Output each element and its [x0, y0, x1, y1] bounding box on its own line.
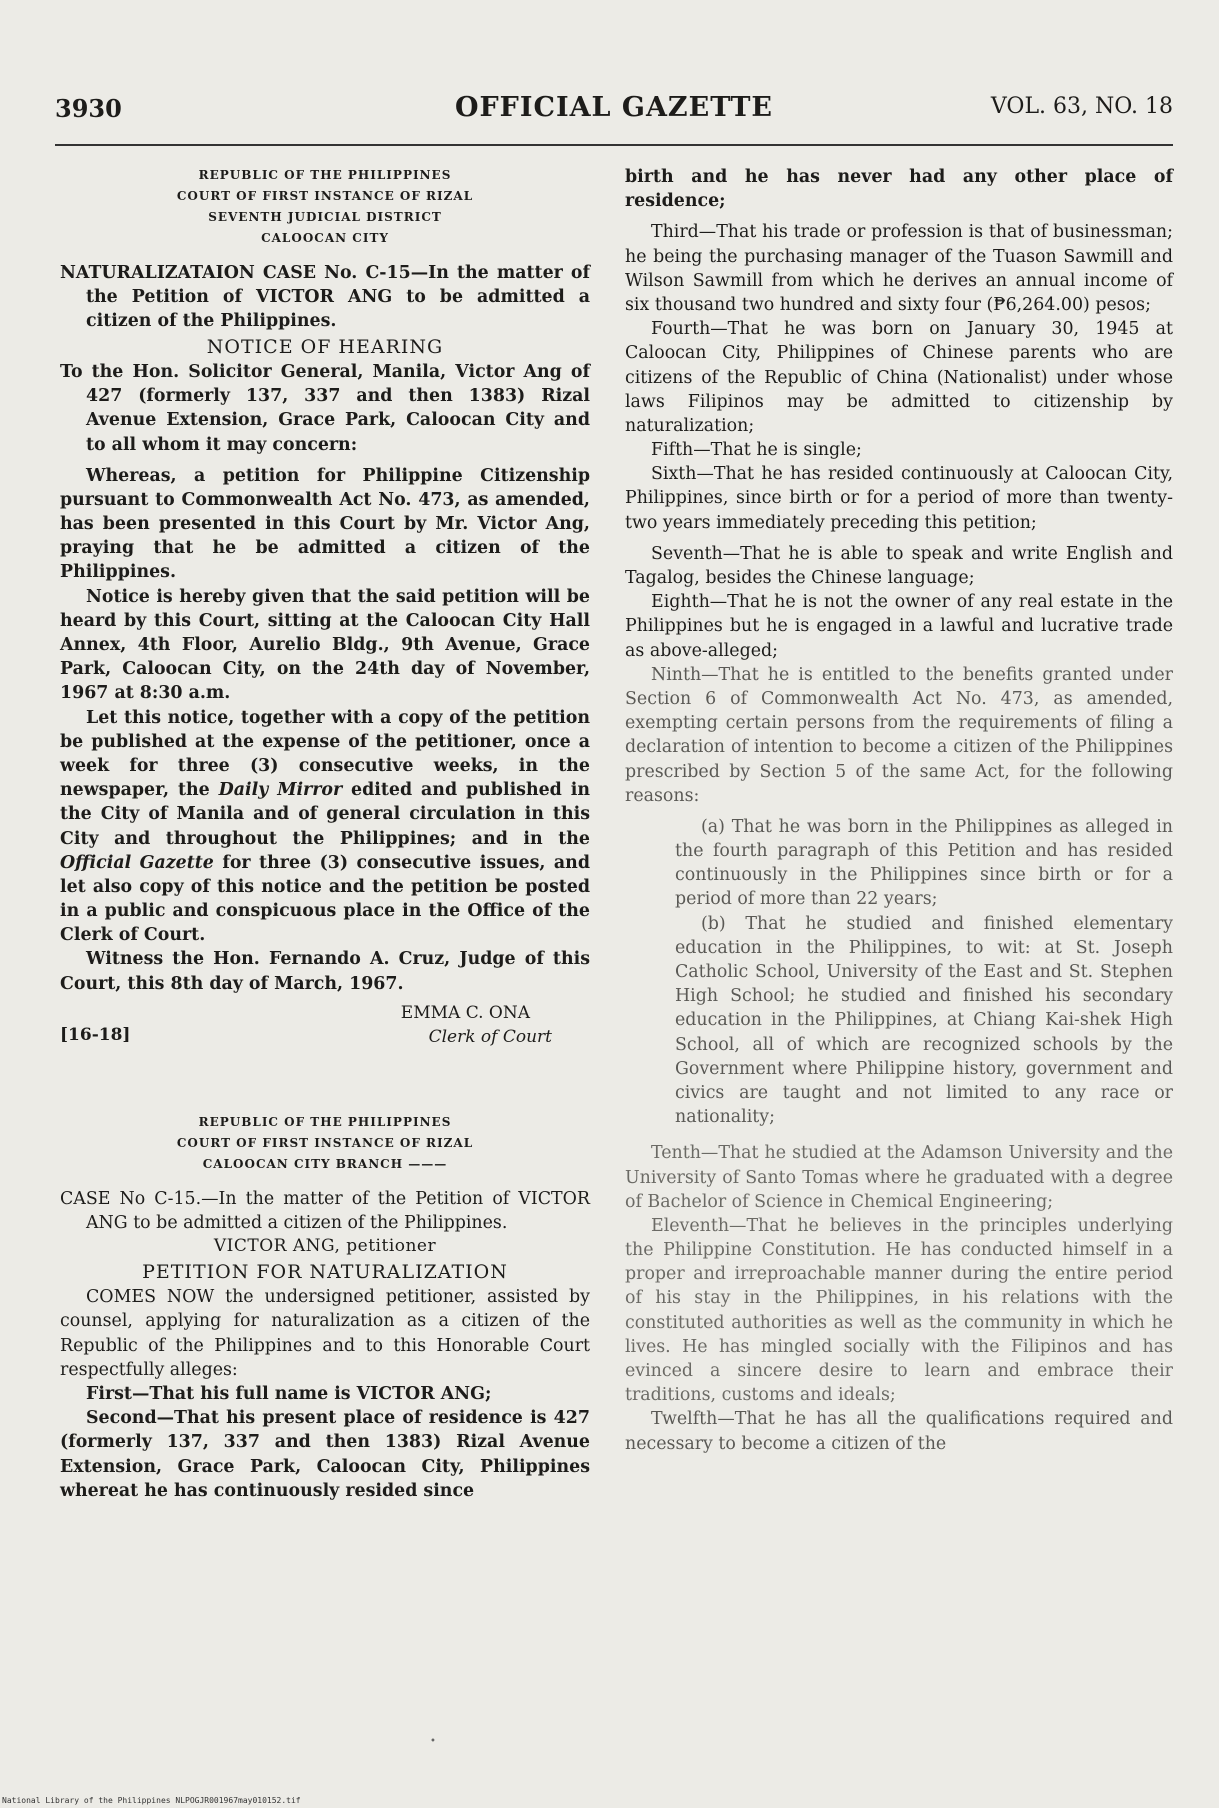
notice-signature-block [60, 1002, 590, 1060]
petition-court-heading [60, 1112, 590, 1175]
court-line: REPUBLIC OF THE PHILIPPINES [198, 168, 452, 182]
petition-ninth-b: (b) That he studied and finished elementary education in the Philippines, to wit: at St. Joseph Catholic School, University of the East and St. Stephen High School; he studied and finished his secondary education in the Philippines, at Chiang Kai-shek High School, all of which are recognized schools by the Government where Philippine history, government and civics are taught and not limited to any race or nationality; [675, 913, 1173, 1128]
petition-third: Third—That his trade or profession is that of businessman; he being the purchasing manager of the Tuason Sawmill and Wilson Sawmill from which he derives an annual income of six thousand two hundred and sixty four (₱6,264.00) pesos; [625, 222, 1173, 315]
court-line: REPUBLIC OF THE PHILIPPINES [198, 1114, 452, 1129]
notice-hearing-paragraph: Notice is hereby given that the said petition will be heard by this Court, sitting at the Caloocan City Hall Annex, 4th Floor, Aurelio Bldg., 9th Avenue, Grace Park, Caloocan City, on the 24th day of November, 1967 at 8:30 a.m. [60, 586, 590, 704]
volume-number: VOL. 63, NO. 18 [990, 94, 1173, 119]
scan-mark: • [430, 1736, 436, 1747]
right-column [625, 165, 1173, 1456]
notice-publication-paragraph: Let this notice, together with a copy of the petition be published at the expense of the petitioner, once a week for three (3) consecutive weeks, in the newspaper, the Daily Mirror edited and published in the City of Manila and of general circulation in this City and throughout the Philippines; and in the Official Gazette for three (3) consecutive issues, and let also copy of this notice and the petition be posted in a public and conspicuous place in the Office of the Clerk of Court. [60, 707, 590, 946]
petitioner-line: VICTOR ANG, petitioner [213, 1236, 437, 1257]
notice-title: NOTICE OF HEARING [206, 335, 444, 358]
page-number: 3930 [55, 94, 122, 123]
petition-intro: COMES NOW the undersigned petitioner, assisted by counsel, applying for naturalization as a citizen of the Republic of the Philippines and to this Honorable Court respectfully alleges: [60, 1287, 590, 1380]
newspaper-name: Daily Mirror [218, 780, 343, 801]
petition-seventh: Seventh—That he is able to speak and write English and Tagalog, besides the Chinese language; [625, 543, 1173, 588]
petition-second: Second—That his present place of residence is 427 (formerly 137, 337 and then 1383) Rizal Avenue Extension, Grace Park, Caloocan City, Philippines whereat he has continuously resided since [60, 1408, 590, 1501]
header-rule [55, 144, 1173, 146]
court-line: COURT OF FIRST INSTANCE OF RIZAL [176, 189, 474, 203]
left-column [60, 165, 590, 1503]
petition-sixth: Sixth—That he has resided continuously at Caloocan City, Philippines, since birth or for a period of more than twenty-two years immediately preceding this petition; [625, 464, 1173, 533]
page-header [55, 88, 1173, 128]
scan-footer: National Library of the Philippines NLPOGJR001967may010152.tif [2, 1796, 301, 1805]
notice-addressee: To the Hon. Solicitor General, Manila, Victor Ang of 427 (formerly 137, 337 and then 1383) Rizal Avenue Extension, Grace Park, Caloocan City and to all whom it may concern: [60, 361, 590, 455]
petition-fifth: Fifth—That he is single; [651, 440, 862, 461]
notice-whereas: Whereas, a petition for Philippine Citizenship pursuant to Commonwealth Act No. 473, as amended, has been presented in this Court by Mr. Victor Ang, praying that he be admitted a citizen of the Philippines. [60, 465, 590, 583]
publication-title: OFFICIAL GAZETTE [454, 92, 774, 123]
signatory-name: EMMA C. ONA [400, 1002, 530, 1023]
signatory-title: Clerk of Court [428, 1026, 552, 1047]
petition-fourth: Fourth—That he was born on January 30, 1945 at Caloocan City, Philippines of Chinese parents who are citizens of the Republic of China (Nationalist) under whose laws Filipinos may be admitted to citizenship by naturalization; [625, 319, 1173, 436]
gazette-name: Official Gazette [60, 852, 214, 873]
petition-twelfth: Twelfth—That he has all the qualifications required and necessary to become a citizen of the [625, 1409, 1173, 1454]
notice-witness: Witness the Hon. Fernando A. Cruz, Judge of this Court, this 8th day of March, 1967. [60, 949, 590, 994]
court-line: COURT OF FIRST INSTANCE OF RIZAL [176, 1135, 474, 1150]
petition-ninth-a: (a) That he was born in the Philippines as alleged in the fourth paragraph of this Petition and has resided continuously in the Philippines since birth or for a period of more than 22 years; [675, 816, 1173, 910]
petition-eighth: Eighth—That he is not the owner of any real estate in the Philippines but he is engaged in a lawful and lucrative trade as above-alleged; [625, 592, 1173, 661]
court-line: CALOOCAN CITY [261, 231, 389, 245]
petition-tenth: Tenth—That he studied at the Adamson University and the University of Santo Tomas where he graduated with a degree of Bachelor of Science in Chemical Engineering; [625, 1143, 1173, 1212]
petition-first: First—That his full name is VICTOR ANG; [86, 1384, 492, 1404]
notice-case-caption: NATURALIZATAION CASE No. C-15—In the matter of the Petition of VICTOR ANG to be admitted a citizen of the Philippines. [60, 263, 590, 332]
court-line: CALOOCAN CITY BRANCH ——— [202, 1156, 448, 1171]
court-line: SEVENTH JUDICIAL DISTRICT [208, 210, 442, 224]
issue-reference: [16-18] [60, 1024, 131, 1045]
petition-ninth: Ninth—That he is entitled to the benefits granted under Section 6 of Commonwealth Act No. 473, as amended, exempting certain persons from the requirements of filing a declaration of intention to become a citizen of the Philippines prescribed by Section 5 of the same Act, for the following reasons: [625, 664, 1173, 806]
ninth-subitems [625, 815, 1173, 1129]
petition-eleventh: Eleventh—That he believes in the principles underlying the Philippine Constitution. He has conducted himself in a proper and irreproachable manner during the entire period of his stay in the Philippines, in his relations with the constituted authorities as well as the community in which he lives. He has mingled socially with the Filipinos and has evinced a sincere desire to learn and embrace their traditions, customs and ideals; [625, 1215, 1173, 1406]
petition-case-caption: CASE No C-15.—In the matter of the Petition of VICTOR ANG to be admitted a citizen of the Philippines. [60, 1188, 590, 1234]
petition-second-continued: birth and he has never had any other place of residence; [625, 167, 1173, 212]
notice-court-heading [60, 165, 590, 249]
petition-title: PETITION FOR NATURALIZATION [142, 1260, 508, 1283]
